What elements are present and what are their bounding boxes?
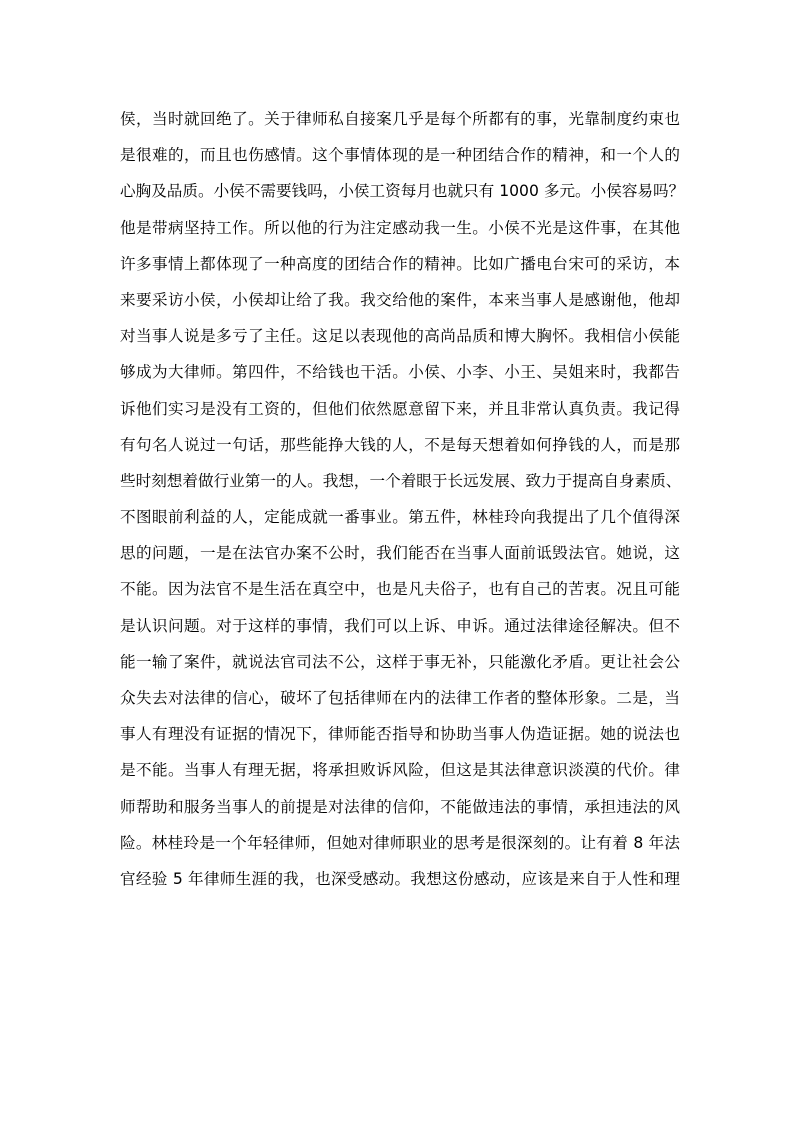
text-line: 他是带病坚持工作。所以他的行为注定感动我一生。小侯不光是这件事，在其他 xyxy=(120,218,680,237)
text-line: 诉他们实习是没有工资的，但他们依然愿意留下来，并且非常认真负责。我记得 xyxy=(120,399,680,418)
body-text xyxy=(120,101,685,897)
text-line: 众失去对法律的信心，破坏了包括律师在内的法律工作者的整体形象。二是，当 xyxy=(120,689,680,707)
text-line: 许多事情上都体现了一种高度的团结合作的精神。比如广播电台宋可的采访，本 xyxy=(120,254,680,273)
text-line: 不图眼前利益的人，定能成就一番事业。第五件，林桂玲向我提出了几个值得深 xyxy=(120,508,680,527)
text-line: 心胸及品质。小侯不需要钱吗，小侯工资每月也就只有 1000 多元。小侯容易吗？ xyxy=(120,182,685,201)
text-line: 侯，当时就回绝了。关于律师私自接案几乎是每个所都有的事，光靠制度约束也 xyxy=(120,110,680,128)
text-line: 对当事人说是多亏了主任。这足以表现他的高尚品质和博大胸怀。我相信小侯能 xyxy=(120,327,680,346)
text-line: 事人有理没有证据的情况下，律师能否指导和协助当事人伪造证据。她的说法也 xyxy=(120,725,680,744)
text-line: 师帮助和服务当事人的前提是对法律的信仰，不能做违法的事情，承担违法的风 xyxy=(120,797,680,816)
text-line: 能一输了案件，就说法官司法不公，这样于事无补，只能激化矛盾。更让社会公 xyxy=(120,652,680,671)
text-line: 险。林桂玲是一个年轻律师，但她对律师职业的思考是很深刻的。让有着 8 年法 xyxy=(120,833,680,852)
text-line: 官经验 5 年律师生涯的我，也深受感动。我想这份感动，应该是来自于人性和理 xyxy=(120,869,680,888)
text-line: 是很难的，而且也伤感情。这个事情体现的是一种团结合作的精神，和一个人的 xyxy=(120,146,680,165)
text-line: 够成为大律师。第四件，不给钱也干活。小侯、小李、小王、吴姐来时，我都告 xyxy=(120,363,680,382)
text-line: 来要采访小侯，小侯却让给了我。我交给他的案件，本来当事人是感谢他，他却 xyxy=(120,290,680,309)
text-line: 是不能。当事人有理无据，将承担败诉风险，但这是其法律意识淡漠的代价。律 xyxy=(120,761,680,780)
text-line: 不能。因为法官不是生活在真空中，也是凡夫俗子，也有自己的苦衷。况且可能 xyxy=(120,580,680,599)
text-line: 是认识问题。对于这样的事情，我们可以上诉、申诉。通过法律途径解决。但不 xyxy=(120,616,680,635)
text-line: 有句名人说过一句话，那些能挣大钱的人，不是每天想着如何挣钱的人，而是那 xyxy=(120,435,680,454)
text-line: 思的问题，一是在法官办案不公时，我们能否在当事人面前诋毁法官。她说，这 xyxy=(120,544,680,563)
text-line: 些时刻想着做行业第一的人。我想，一个着眼于长远发展、致力于提高自身素质、 xyxy=(120,471,682,490)
